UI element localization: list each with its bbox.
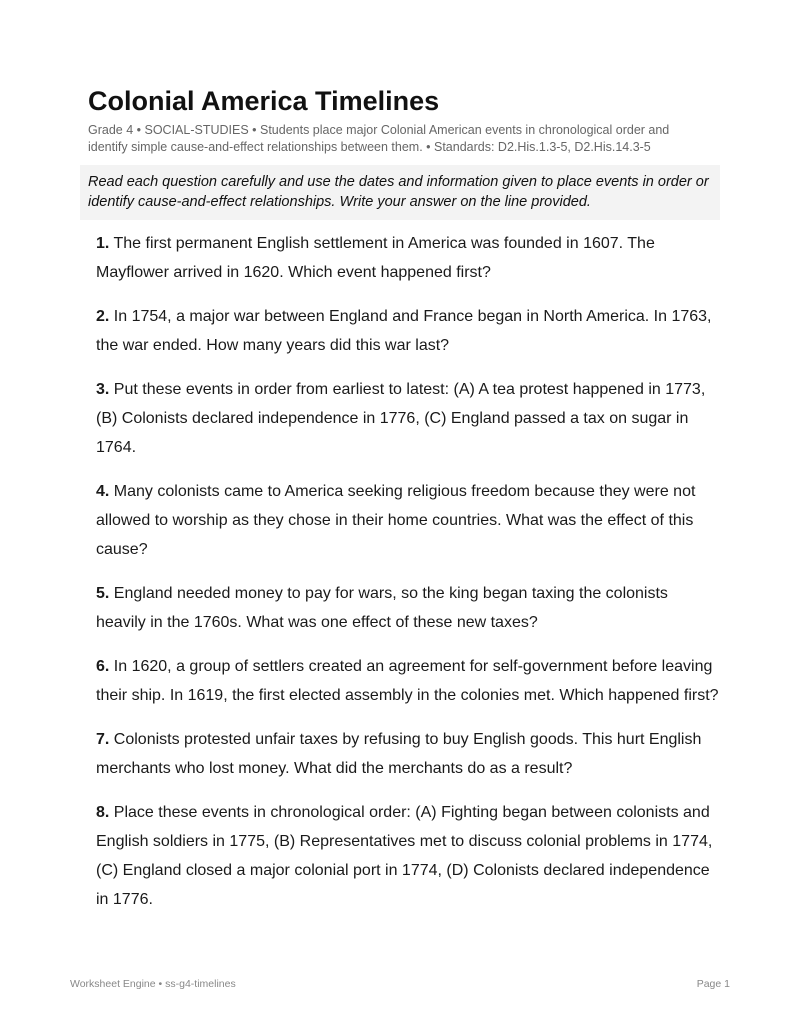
- question-number: 2.: [96, 308, 110, 325]
- question-7: [96, 725, 720, 783]
- question-number: 4.: [96, 483, 110, 500]
- question-4: [96, 477, 720, 564]
- page-subtitle: Grade 4 • SOCIAL-STUDIES • Students place major Colonial American events in chronological order and identify simple cause-and-effect relationships between them. • Standards: D2.His.1.3-5, D2.His.14.3-5: [88, 123, 670, 154]
- question-number: 1.: [96, 235, 110, 252]
- question-text: Place these events in chronological order: (A) Fighting began between colonists and English soldiers in 1775, (B) Representatives met to discuss colonial problems in 1774, (C) England closed a major colonial port in 1774, (D) Colonists declared independence in 1776.: [96, 804, 713, 908]
- question-number: 7.: [96, 731, 110, 748]
- question-number: 3.: [96, 381, 110, 398]
- instructions-box: Read each question carefully and use the dates and information given to place events in order or identify cause-and-effect relationships. Write your answer on the line provided.: [80, 165, 720, 220]
- footer-source: Worksheet Engine • ss-g4-timelines: [70, 978, 236, 990]
- question-8: [96, 798, 720, 914]
- page-title: Colonial America Timelines: [88, 86, 440, 116]
- worksheet-page: [80, 0, 720, 929]
- question-number: 6.: [96, 658, 110, 675]
- question-number: 8.: [96, 804, 110, 821]
- question-text: In 1754, a major war between England and France began in North America. In 1763, the war ended. How many years did this war last?: [96, 308, 712, 354]
- question-2: [96, 302, 720, 360]
- question-text: In 1620, a group of settlers created an agreement for self-government before leaving their ship. In 1619, the first elected assembly in the colonies met. Which happened first?: [96, 658, 719, 704]
- question-3: [96, 375, 720, 462]
- footer-page-number: Page 1: [696, 978, 730, 990]
- question-6: [96, 652, 720, 710]
- question-text: Colonists protested unfair taxes by refusing to buy English goods. This hurt English merchants who lost money. What did the merchants do as a result?: [96, 731, 702, 777]
- question-text: England needed money to pay for wars, so the king began taxing the colonists heavily in the 1760s. What was one effect of these new taxes?: [96, 585, 668, 631]
- question-5: [96, 579, 720, 637]
- question-list: [80, 229, 720, 914]
- question-number: 5.: [96, 585, 110, 602]
- question-1: [96, 229, 720, 287]
- question-text: Many colonists came to America seeking religious freedom because they were not allowed to worship as they chose in their home countries. What was the effect of this cause?: [96, 483, 696, 558]
- question-text: Put these events in order from earliest to latest: (A) A tea protest happened in 1773, (B) Colonists declared independence in 1776, (C) England passed a tax on sugar in 1764.: [96, 381, 706, 456]
- question-text: The first permanent English settlement in America was founded in 1607. The Mayflower arrived in 1620. Which event happened first?: [96, 235, 655, 281]
